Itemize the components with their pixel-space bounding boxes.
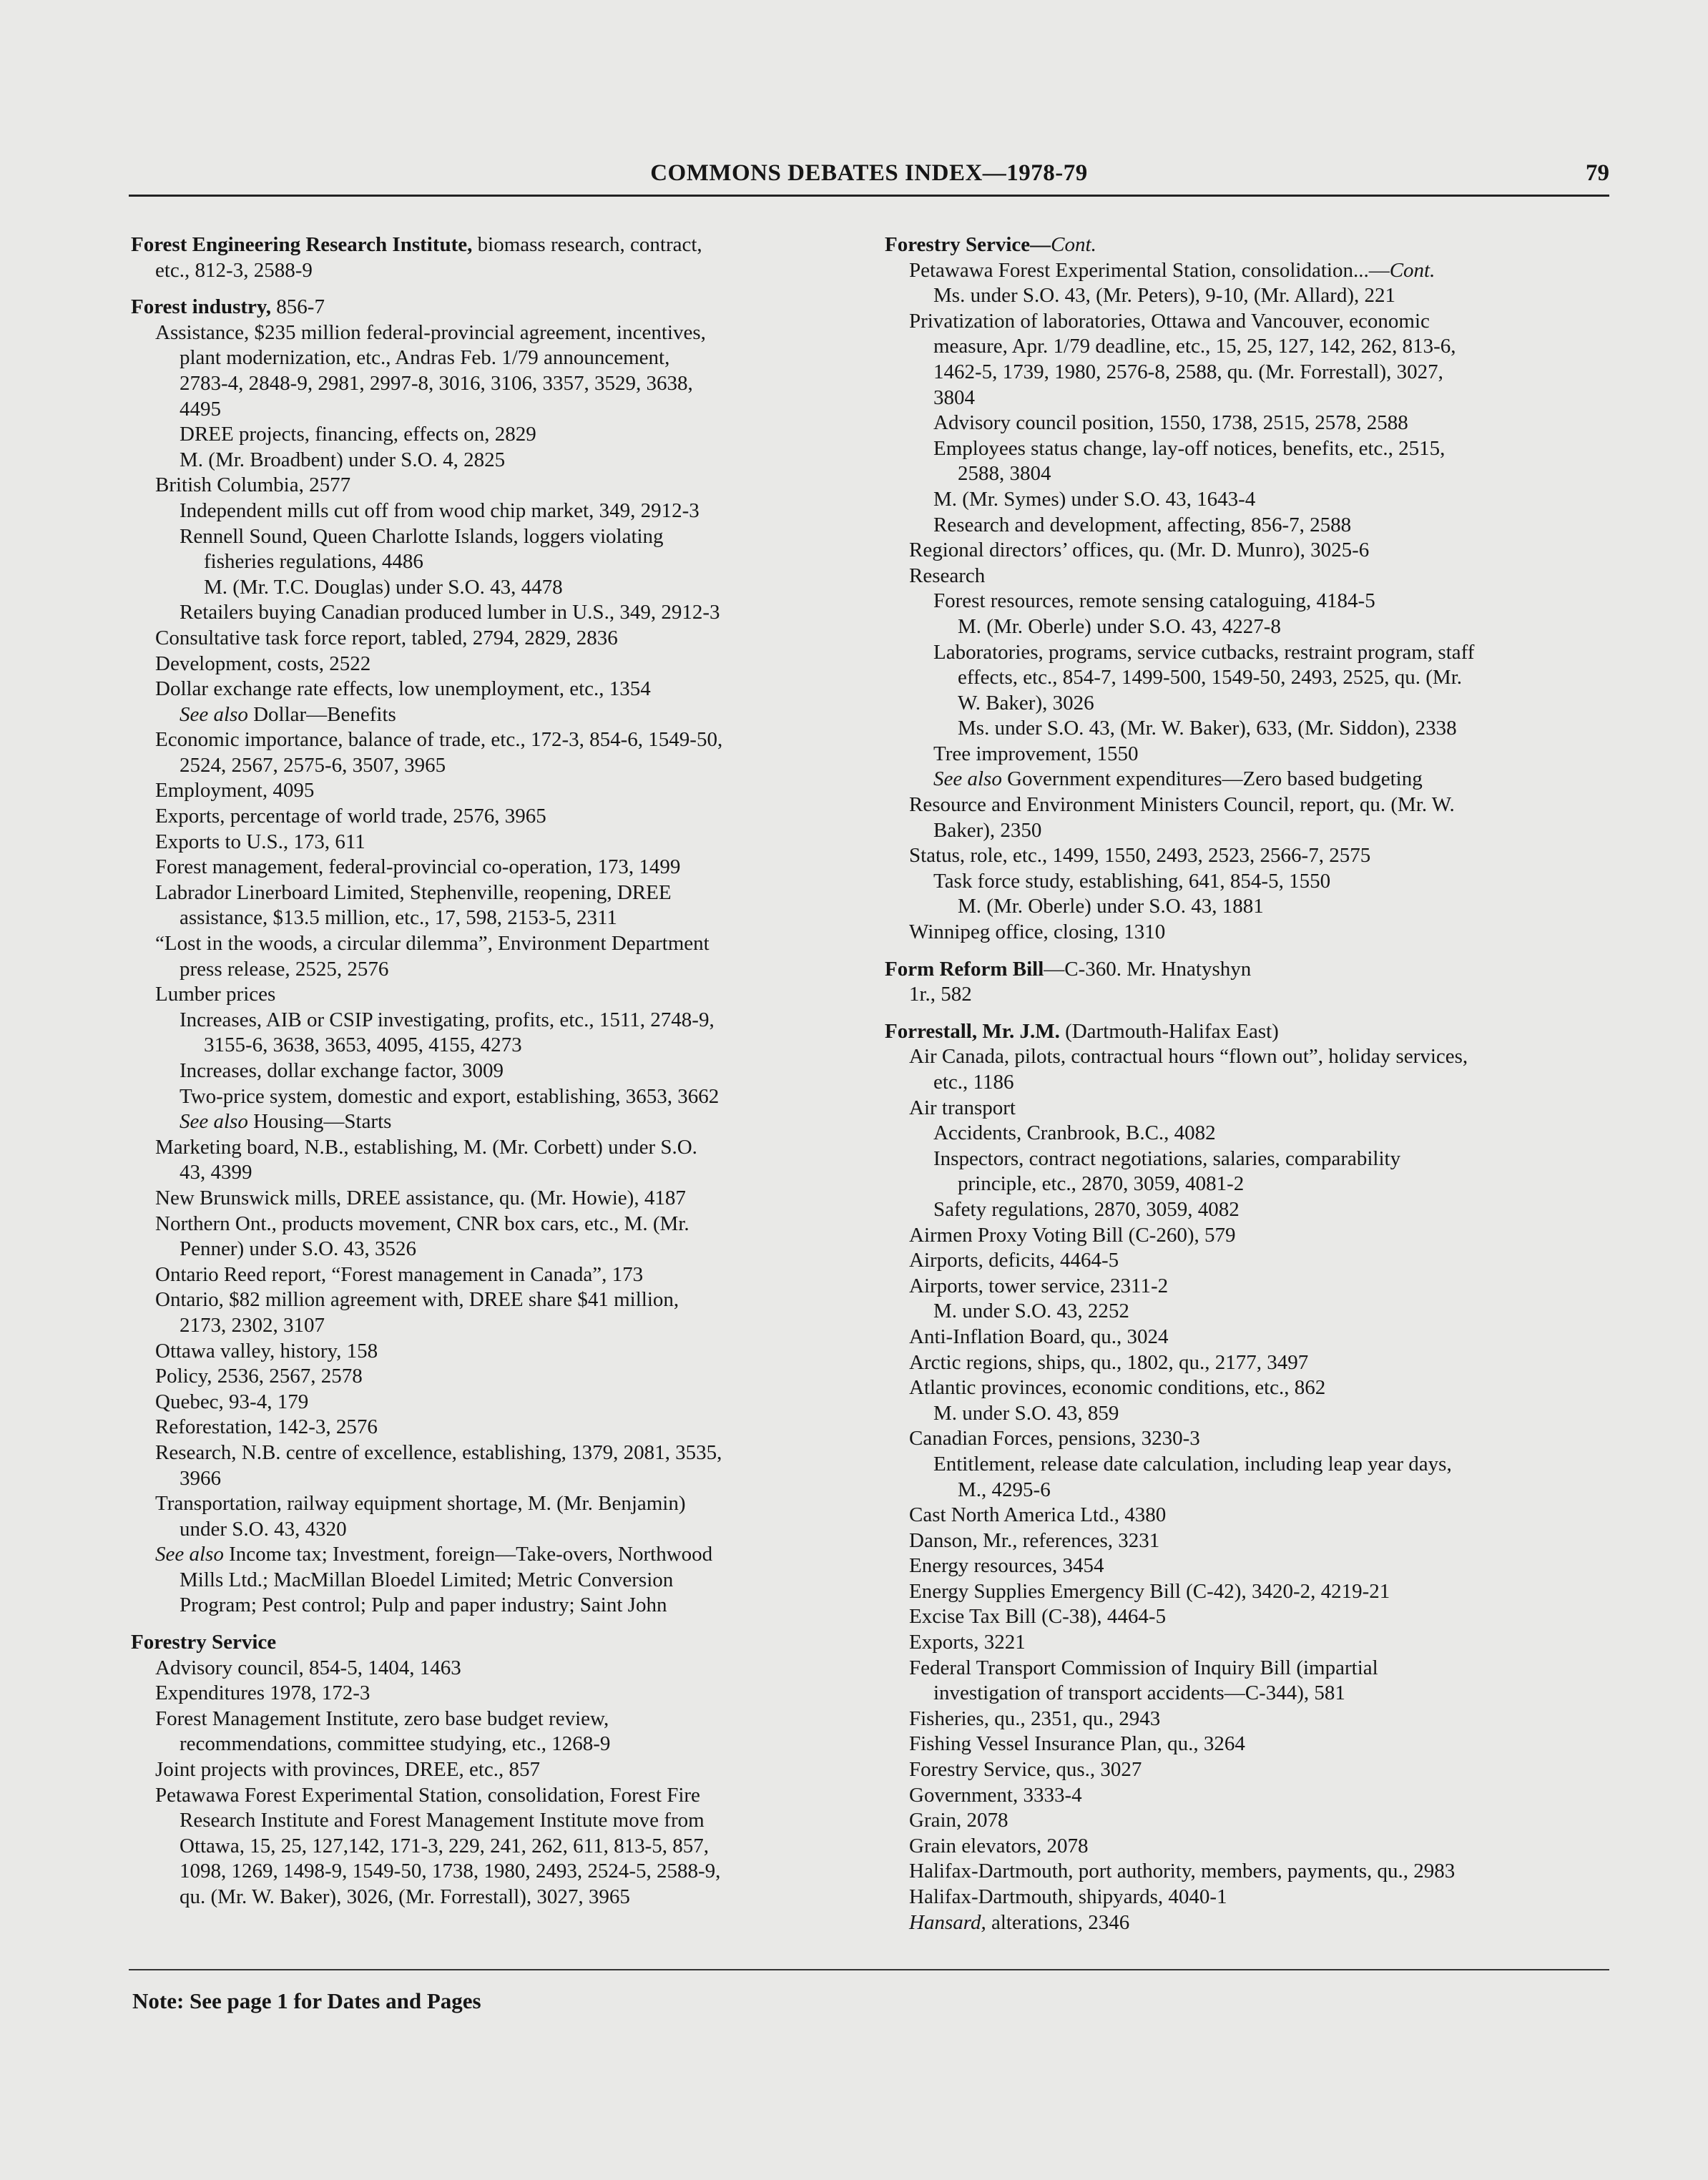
- index-entry-text: Independent mills cut off from wood chip market, 349, 2912-3: [180, 499, 700, 522]
- index-subentry: [885, 1681, 1614, 1707]
- index-entry-text: Airmen Proxy Voting Bill (C-260), 579: [909, 1223, 1236, 1247]
- index-entry-text: —C-360. Mr. Hnatyshyn: [1044, 957, 1252, 981]
- index-subentry: [131, 1033, 860, 1059]
- index-subentry: [885, 1044, 1614, 1070]
- index-subentry: [885, 1325, 1614, 1350]
- index-subentry: [885, 1885, 1614, 1910]
- index-subentry: [131, 499, 860, 524]
- index-subentry: [885, 1656, 1614, 1681]
- index-entry-text: Energy Supplies Emergency Bill (C-42), 3420-2, 4219-21: [909, 1579, 1390, 1603]
- index-subentry: [885, 1579, 1614, 1605]
- index-entry-text: M. under S.O. 43, 859: [933, 1401, 1119, 1425]
- index-entry-text: Privatization of laboratories, Ottawa and Vancouver, economic: [909, 309, 1430, 333]
- index-entry-text: Advisory council position, 1550, 1738, 2515, 2578, 2588: [933, 411, 1408, 435]
- index-entry-text: Petawawa Forest Experimental Station, consolidation, Forest Fire: [155, 1783, 700, 1807]
- index-subentry: [885, 1121, 1614, 1147]
- index-entry-text: Northern Ont., products movement, CNR box cars, etc., M. (Mr.: [155, 1212, 689, 1235]
- index-entry-text: W. Baker), 3026: [958, 691, 1094, 715]
- index-entry-text: Quebec, 93-4, 179: [155, 1390, 309, 1413]
- index-entry-text: Ontario, $82 million agreement with, DREE share $41 million,: [155, 1288, 679, 1312]
- index-entry-text: M. under S.O. 43, 2252: [933, 1300, 1129, 1323]
- index-entry-text: fisheries regulations, 4486: [204, 550, 423, 574]
- index-subentry: [885, 589, 1614, 614]
- index-subentry: [131, 905, 860, 931]
- index-entry-text: Increases, dollar exchange factor, 3009: [180, 1059, 504, 1082]
- index-entry-text: press release, 2525, 2576: [180, 957, 389, 981]
- index-heading-term: Forest industry,: [131, 295, 272, 319]
- index-entry-text: “Lost in the woods, a circular dilemma”, Environment Department: [155, 932, 710, 956]
- index-subentry: [131, 1313, 860, 1339]
- index-subentry: [885, 920, 1614, 946]
- index-subentry: [885, 716, 1614, 742]
- index-entry-text: 856-7: [271, 295, 325, 319]
- index-subentry: [885, 1070, 1614, 1096]
- index-entry-text: Halifax-Dartmouth, shipyards, 4040-1: [909, 1885, 1227, 1908]
- index-entry-text: Air Canada, pilots, contractual hours “flown out”, holiday services,: [909, 1045, 1468, 1069]
- index-entry-text: Forest Management Institute, zero base budget review,: [155, 1707, 609, 1730]
- index-entry-text: Consultative task force report, tabled, 2794, 2829, 2836: [155, 626, 618, 649]
- index-subentry: [131, 371, 860, 397]
- index-subentry: [131, 982, 860, 1008]
- index-subentry: [131, 1186, 860, 1212]
- index-subentry: [885, 818, 1614, 844]
- index-entry-text: Transportation, railway equipment shortage, M. (Mr. Benjamin): [155, 1492, 686, 1516]
- index-subentry: [131, 652, 860, 677]
- index-heading-entry: [131, 232, 860, 258]
- index-entry-text: Excise Tax Bill (C-38), 4464-5: [909, 1605, 1167, 1629]
- index-subentry: [131, 320, 860, 346]
- index-entry-text: Anti-Inflation Board, qu., 3024: [909, 1325, 1169, 1348]
- index-entry-text: 2173, 2302, 3107: [180, 1313, 325, 1337]
- index-entry-text: Government, 3333-4: [909, 1783, 1082, 1807]
- index-subentry: [131, 1517, 860, 1543]
- index-entry-text: Government expenditures—Zero based budgeting: [1001, 767, 1423, 791]
- index-subentry: [885, 1426, 1614, 1452]
- index-italic-text: Hansard,: [909, 1910, 986, 1934]
- index-entry-text: Reforestation, 142-3, 2576: [155, 1415, 378, 1439]
- index-subentry: [131, 1568, 860, 1594]
- index-heading-entry: [885, 957, 1614, 983]
- index-entry-text: Cast North America Ltd., 4380: [909, 1503, 1167, 1527]
- index-subentry: [885, 1401, 1614, 1427]
- index-subentry: [131, 1859, 860, 1885]
- index-subentry: [131, 1593, 860, 1619]
- index-entry-text: 1r., 582: [909, 983, 972, 1006]
- index-subentry: [131, 448, 860, 473]
- index-entry-text: M. (Mr. Oberle) under S.O. 43, 4227-8: [958, 614, 1281, 638]
- index-subentry: [131, 1732, 860, 1757]
- index-subentry: [885, 411, 1614, 436]
- index-entry-text: Research, N.B. centre of excellence, establishing, 1379, 2081, 3535,: [155, 1440, 722, 1464]
- index-entry-text: biomass research, contract,: [472, 233, 702, 256]
- index-subentry: [885, 640, 1614, 666]
- page-header: [129, 159, 1609, 197]
- index-heading-term: Form Reform Bill: [885, 957, 1044, 981]
- index-subentry: [131, 1135, 860, 1161]
- index-entry-text: Development, costs, 2522: [155, 652, 371, 675]
- index-entry-text: 3966: [180, 1466, 221, 1490]
- index-entry-text: principle, etc., 2870, 3059, 4081-2: [958, 1172, 1245, 1196]
- index-subentry: [131, 1466, 860, 1492]
- index-subentry: [885, 1172, 1614, 1197]
- index-entry-text: alterations, 2346: [986, 1910, 1130, 1934]
- index-subentry: [885, 1452, 1614, 1478]
- index-subentry: [885, 843, 1614, 869]
- footer-note: Note: See page 1 for Dates and Pages: [132, 1988, 481, 2013]
- index-subentry: [885, 1096, 1614, 1121]
- index-subentry: [131, 524, 860, 550]
- index-entry-text: 2524, 2567, 2575-6, 3507, 3965: [180, 753, 446, 777]
- index-entry-text: Halifax-Dartmouth, port authority, members, payments, qu., 2983: [909, 1860, 1456, 1883]
- index-subentry: [885, 1503, 1614, 1528]
- index-entry-text: Federal Transport Commission of Inquiry Bill (impartial: [909, 1656, 1378, 1679]
- index-subentry: [885, 1732, 1614, 1757]
- index-subentry: [885, 1757, 1614, 1783]
- index-subentry: [885, 334, 1614, 360]
- index-subentry: [131, 855, 860, 880]
- index-entry-text: Grain, 2078: [909, 1809, 1008, 1832]
- index-subentry: [885, 1604, 1614, 1630]
- index-entry-text: assistance, $13.5 million, etc., 17, 598, 2153-5, 2311: [180, 906, 617, 930]
- index-entry-text: M. (Mr. Oberle) under S.O. 43, 1881: [958, 895, 1264, 918]
- index-entry-text: Air transport: [909, 1096, 1016, 1119]
- index-entry-text: Airports, deficits, 4464-5: [909, 1249, 1119, 1272]
- index-heading-term: Forrestall, Mr. J.M.: [885, 1019, 1060, 1043]
- index-entry-text: Program; Pest control; Pulp and paper industry; Saint John: [180, 1594, 667, 1617]
- index-subentry: [131, 1364, 860, 1390]
- index-entry-text: Research: [909, 564, 986, 587]
- index-entry-text: Energy resources, 3454: [909, 1554, 1104, 1578]
- index-subentry: [131, 1681, 860, 1707]
- index-entry-text: Inspectors, contract negotiations, salaries, comparability: [933, 1147, 1401, 1170]
- index-entry-text: Accidents, Cranbrook, B.C., 4082: [933, 1121, 1216, 1145]
- index-entry-text: effects, etc., 854-7, 1499-500, 1549-50, 2493, 2525, qu. (Mr.: [958, 666, 1463, 689]
- index-subentry: [131, 345, 860, 371]
- index-entry-text: Forest management, federal-provincial co-operation, 173, 1499: [155, 855, 681, 879]
- index-subentry: [131, 702, 860, 728]
- left-column: [131, 232, 860, 1910]
- index-entry-text: British Columbia, 2577: [155, 473, 351, 497]
- index-subentry: [885, 1350, 1614, 1376]
- index-subentry: [885, 691, 1614, 717]
- index-subentry: [885, 894, 1614, 920]
- index-entry-text: etc., 812-3, 2588-9: [155, 258, 313, 282]
- index-heading-term: Forestry Service—: [885, 233, 1051, 256]
- index-subentry: [131, 1160, 860, 1186]
- index-subentry: [885, 792, 1614, 818]
- index-subentry: [131, 1262, 860, 1288]
- index-subentry: [131, 1885, 860, 1910]
- index-subentry: [131, 677, 860, 702]
- index-subentry: [131, 575, 860, 601]
- index-entry-text: Retailers buying Canadian produced lumber in U.S., 349, 2912-3: [180, 601, 720, 624]
- index-subentry: [885, 1299, 1614, 1325]
- index-subentry: [885, 360, 1614, 386]
- index-entry-text: Exports, 3221: [909, 1631, 1026, 1654]
- index-subentry: [885, 1859, 1614, 1885]
- index-heading-entry: [885, 1019, 1614, 1045]
- index-subentry: [885, 982, 1614, 1008]
- index-entry-text: 1462-5, 1739, 1980, 2576-8, 2588, qu. (Mr. Forrestall), 3027,: [933, 360, 1443, 383]
- index-entry-text: Atlantic provinces, economic conditions, etc., 862: [909, 1376, 1326, 1400]
- index-subentry: [885, 258, 1614, 284]
- index-subentry: [131, 1808, 860, 1834]
- index-entry-text: Ottawa valley, history, 158: [155, 1339, 378, 1362]
- index-entry-text: Canadian Forces, pensions, 3230-3: [909, 1427, 1200, 1450]
- index-entry-text: Forest resources, remote sensing cataloguing, 4184-5: [933, 589, 1375, 613]
- index-subentry: [885, 1197, 1614, 1223]
- index-entry-text: Expenditures 1978, 172-3: [155, 1681, 370, 1705]
- index-entry-text: Ms. under S.O. 43, (Mr. W. Baker), 633, (Mr. Siddon), 2338: [958, 717, 1457, 740]
- index-entry-text: Laboratories, programs, service cutbacks, restraint program, staff: [933, 640, 1475, 664]
- index-italic-text: Cont.: [1051, 233, 1096, 256]
- index-subentry: [131, 1783, 860, 1809]
- page-number: 79: [1586, 160, 1609, 186]
- index-heading-entry: [885, 232, 1614, 258]
- index-subentry: [885, 1707, 1614, 1732]
- index-entry-text: Tree improvement, 1550: [933, 742, 1139, 765]
- right-column: [885, 232, 1614, 1935]
- index-subentry: [131, 804, 860, 830]
- index-subentry: [885, 767, 1614, 792]
- index-entry-text: (Dartmouth-Halifax East): [1059, 1019, 1279, 1043]
- index-subentry: [131, 422, 860, 448]
- index-subentry: [885, 1274, 1614, 1300]
- index-entry-text: Safety regulations, 2870, 3059, 4082: [933, 1197, 1240, 1221]
- index-entry-text: Penner) under S.O. 43, 3526: [180, 1237, 417, 1261]
- index-subentry: [131, 1339, 860, 1365]
- index-entry-text: Exports, percentage of world trade, 2576, 3965: [155, 805, 546, 828]
- index-entry-text: Arctic regions, ships, qu., 1802, qu., 2177, 3497: [909, 1350, 1309, 1374]
- index-subentry: [131, 830, 860, 855]
- index-subentry: [885, 564, 1614, 589]
- index-subentry: [131, 778, 860, 804]
- index-subentry: [131, 957, 860, 983]
- index-entry-text: Joint projects with provinces, DREE, etc., 857: [155, 1758, 541, 1782]
- index-subentry: [885, 1223, 1614, 1249]
- index-subentry: [131, 1109, 860, 1135]
- index-subentry: [131, 1237, 860, 1262]
- index-entry-text: Dollar exchange rate effects, low unemployment, etc., 1354: [155, 677, 651, 701]
- index-subentry: [131, 1059, 860, 1084]
- index-subentry: [131, 258, 860, 284]
- index-entry-text: 43, 4399: [180, 1161, 252, 1184]
- index-entry-text: Employees status change, lay-off notices, benefits, etc., 2515,: [933, 436, 1446, 460]
- index-entry-text: Research Institute and Forest Management Institute move from: [180, 1809, 705, 1832]
- index-entry-text: M. (Mr. Broadbent) under S.O. 4, 2825: [180, 448, 506, 471]
- index-entry-text: Housing—Starts: [247, 1110, 392, 1134]
- index-subentry: [885, 1630, 1614, 1656]
- index-subentry: [885, 436, 1614, 462]
- index-subentry: [131, 753, 860, 779]
- index-subentry: [131, 1084, 860, 1110]
- index-subentry: [131, 727, 860, 753]
- index-subentry: [885, 283, 1614, 309]
- index-entry-text: etc., 1186: [933, 1071, 1014, 1094]
- index-subentry: [885, 1834, 1614, 1860]
- index-heading-term: Forest Engineering Research Institute,: [131, 233, 473, 256]
- index-italic-text: See also: [155, 1543, 224, 1566]
- index-subentry: [131, 1440, 860, 1466]
- index-entry-text: Increases, AIB or CSIP investigating, profits, etc., 1511, 2748-9,: [180, 1008, 715, 1031]
- index-entry-text: 3155-6, 3638, 3653, 4095, 4155, 4273: [204, 1033, 522, 1057]
- index-subentry: [131, 1212, 860, 1237]
- index-subentry: [885, 513, 1614, 539]
- index-subentry: [131, 1707, 860, 1732]
- index-subentry: [131, 549, 860, 575]
- index-subentry: [885, 309, 1614, 335]
- index-entry-text: Rennell Sound, Queen Charlotte Islands, loggers violating: [180, 524, 664, 548]
- index-subentry: [885, 614, 1614, 640]
- index-subentry: [131, 1415, 860, 1440]
- index-entry-text: Task force study, establishing, 641, 854-5, 1550: [933, 869, 1331, 893]
- index-subentry: [885, 1147, 1614, 1172]
- index-subentry: [131, 1834, 860, 1860]
- index-subentry: [885, 1248, 1614, 1274]
- index-entry-text: 3804: [933, 386, 975, 409]
- index-entry-text: Grain elevators, 2078: [909, 1834, 1089, 1857]
- index-subentry: [131, 1656, 860, 1681]
- index-subentry: [131, 600, 860, 626]
- index-subentry: [131, 1757, 860, 1783]
- index-subentry: [885, 487, 1614, 513]
- index-entry-text: plant modernization, etc., Andras Feb. 1/79 announcement,: [180, 346, 670, 370]
- index-entry-text: under S.O. 43, 4320: [180, 1517, 347, 1541]
- index-entry-text: DREE projects, financing, effects on, 2829: [180, 423, 536, 446]
- index-subentry: [131, 397, 860, 423]
- index-entry-text: Economic importance, balance of trade, etc., 172-3, 854-6, 1549-50,: [155, 728, 723, 752]
- index-entry-text: Exports to U.S., 173, 611: [155, 830, 365, 853]
- index-subentry: [131, 1008, 860, 1033]
- index-subentry: [885, 1808, 1614, 1834]
- index-entry-text: recommendations, committee studying, etc., 1268-9: [180, 1732, 611, 1756]
- index-entry-text: Danson, Mr., references, 3231: [909, 1528, 1160, 1552]
- index-subentry: [885, 461, 1614, 487]
- index-subentry: [131, 880, 860, 906]
- index-entry-text: 2783-4, 2848-9, 2981, 2997-8, 3016, 3106, 3357, 3529, 3638,: [180, 371, 693, 395]
- index-entry-text: qu. (Mr. W. Baker), 3026, (Mr. Forrestall), 3027, 3965: [180, 1885, 630, 1908]
- index-entry-text: 2588, 3804: [958, 462, 1051, 486]
- index-entry-text: Petawawa Forest Experimental Station, consolidation...—: [909, 258, 1390, 282]
- index-entry-text: Airports, tower service, 2311-2: [909, 1274, 1169, 1297]
- index-entry-text: Research and development, affecting, 856-7, 2588: [933, 513, 1352, 536]
- index-entry-text: Fisheries, qu., 2351, qu., 2943: [909, 1707, 1161, 1730]
- index-entry-text: Forestry Service, qus., 3027: [909, 1758, 1142, 1782]
- index-entry-text: New Brunswick mills, DREE assistance, qu. (Mr. Howie), 4187: [155, 1186, 686, 1209]
- index-subentry: [131, 626, 860, 652]
- index-entry-text: Baker), 2350: [933, 818, 1042, 842]
- index-subentry: [131, 1542, 860, 1568]
- index-entry-text: measure, Apr. 1/79 deadline, etc., 15, 25, 127, 142, 262, 813-6,: [933, 335, 1456, 358]
- index-heading-term: Forestry Service: [131, 1631, 277, 1654]
- index-entry-text: Employment, 4095: [155, 779, 315, 802]
- index-entry-text: Ottawa, 15, 25, 127,142, 171-3, 229, 241, 262, 611, 813-5, 857,: [180, 1834, 709, 1857]
- index-entry-text: Two-price system, domestic and export, establishing, 3653, 3662: [180, 1084, 720, 1108]
- index-entry-text: Advisory council, 854-5, 1404, 1463: [155, 1656, 461, 1679]
- index-entry-text: Regional directors’ offices, qu. (Mr. D. Munro), 3025-6: [909, 539, 1370, 562]
- index-entry-text: Entitlement, release date calculation, including leap year days,: [933, 1452, 1452, 1476]
- index-entry-text: Fishing Vessel Insurance Plan, qu., 3264: [909, 1732, 1245, 1756]
- index-subentry: [131, 1491, 860, 1517]
- index-entry-text: Status, role, etc., 1499, 1550, 2493, 2523, 2566-7, 2575: [909, 844, 1371, 868]
- index-subentry: [885, 1528, 1614, 1554]
- index-entry-text: investigation of transport accidents—C-344), 581: [933, 1681, 1345, 1705]
- page-title: COMMONS DEBATES INDEX—1978-79: [650, 160, 1088, 186]
- index-entry-text: 1098, 1269, 1498-9, 1549-50, 1738, 1980, 2493, 2524-5, 2588-9,: [180, 1860, 721, 1883]
- index-entry-text: 4495: [180, 397, 221, 421]
- index-entry-text: M., 4295-6: [958, 1478, 1051, 1501]
- index-heading-entry: [131, 1630, 860, 1656]
- index-italic-text: Cont.: [1389, 258, 1435, 282]
- index-italic-text: See also: [180, 702, 248, 726]
- index-entry-text: Mills Ltd.; MacMillan Bloedel Limited; Metric Conversion: [180, 1568, 674, 1591]
- index-entry-text: Ontario Reed report, “Forest management in Canada”, 173: [155, 1262, 644, 1286]
- index-entry-text: M. (Mr. Symes) under S.O. 43, 1643-4: [933, 487, 1256, 511]
- index-subentry: [885, 1553, 1614, 1579]
- index-entry-text: Winnipeg office, closing, 1310: [909, 920, 1166, 944]
- index-subentry: [131, 931, 860, 957]
- index-subentry: [885, 386, 1614, 411]
- index-subentry: [885, 869, 1614, 895]
- index-entry-text: Resource and Environment Ministers Council, report, qu. (Mr. W.: [909, 793, 1455, 817]
- index-subentry: [885, 538, 1614, 564]
- index-entry-text: Marketing board, N.B., establishing, M. (Mr. Corbett) under S.O.: [155, 1135, 697, 1159]
- index-italic-text: See also: [180, 1110, 248, 1134]
- index-entry-text: M. (Mr. T.C. Douglas) under S.O. 43, 4478: [204, 575, 563, 599]
- index-subentry: [885, 1783, 1614, 1809]
- index-subentry: [885, 1375, 1614, 1401]
- index-italic-text: See also: [933, 767, 1002, 791]
- footer-divider: [129, 1969, 1609, 1970]
- index-subentry: [131, 1390, 860, 1415]
- index-entry-text: Assistance, $235 million federal-provincial agreement, incentives,: [155, 320, 706, 344]
- index-subentry: [131, 473, 860, 499]
- index-subentry: [885, 742, 1614, 767]
- index-entry-text: Policy, 2536, 2567, 2578: [155, 1365, 363, 1388]
- index-subentry: [885, 665, 1614, 691]
- index-entry-text: Income tax; Investment, foreign—Take-overs, Northwood: [223, 1543, 713, 1566]
- index-subentry: [131, 1287, 860, 1313]
- index-heading-entry: [131, 295, 860, 320]
- index-entry-text: Dollar—Benefits: [247, 702, 396, 726]
- index-entry-text: Ms. under S.O. 43, (Mr. Peters), 9-10, (Mr. Allard), 221: [933, 284, 1396, 308]
- index-entry-text: Labrador Linerboard Limited, Stephenville, reopening, DREE: [155, 880, 672, 904]
- index-entry-text: Lumber prices: [155, 983, 276, 1006]
- index-subentry: [885, 1910, 1614, 1936]
- index-subentry: [885, 1478, 1614, 1503]
